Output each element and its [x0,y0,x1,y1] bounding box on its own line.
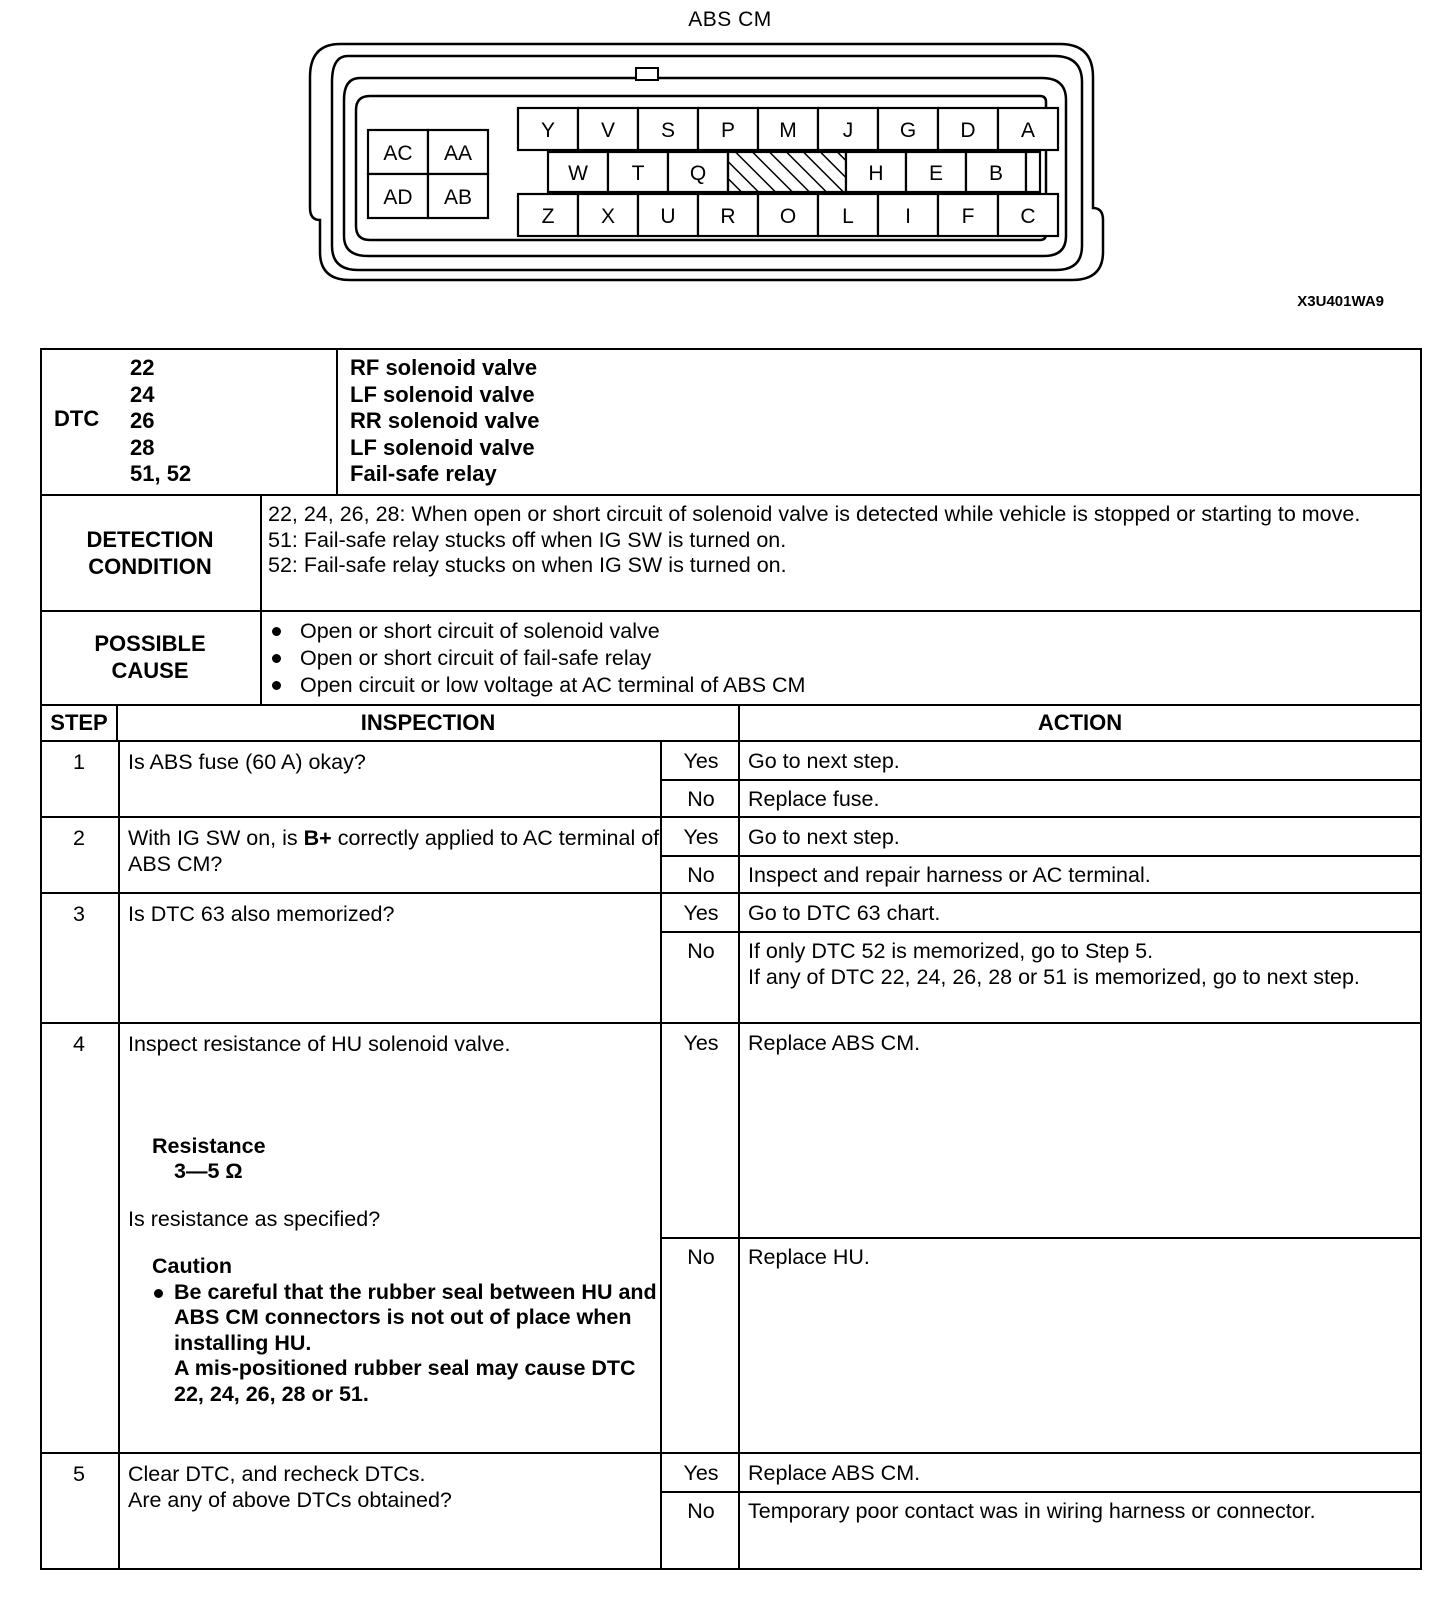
detection-condition-text [268,502,1410,579]
step-row-2 [42,818,1420,894]
terminal-label: R [720,205,736,228]
terminal-label: AB [443,186,473,209]
step-number: 4 [73,1032,85,1056]
step-header: STEP [42,706,116,742]
no-action: Replace fuse. [748,787,880,811]
terminal-label: D [960,119,976,142]
yes-label: Yes [683,1461,719,1485]
dtc-section [42,350,1420,496]
terminal-label: M [779,119,797,142]
terminal-label: AD [383,186,413,209]
spec-question: Is resistance as specified? [128,1206,381,1231]
terminal-label: Z [541,205,555,228]
terminal-label: O [779,205,797,228]
terminal-label: AA [443,142,473,165]
spec-label: Resistance [152,1133,266,1158]
terminal-label: A [1020,119,1036,142]
connector-title: ABS CM [688,8,772,31]
no-action: Temporary poor contact was in wiring harness or connector. [748,1499,1316,1523]
figure-code: X3U401WA9 [1297,293,1384,310]
cause-divider [260,612,262,704]
terminal-label: E [928,162,944,185]
terminal-label: H [868,162,884,185]
possible-cause-label: POSSIBLE CAUSE [94,631,206,683]
dtc-name: Fail-safe relay [350,461,497,486]
blank-hatched-cavity [728,152,846,192]
no-action: Inspect and repair harness or AC terminal. [748,863,1151,887]
terminal-label: G [899,119,917,142]
terminal-label: F [961,205,975,228]
cause-item: Open or short circuit of fail-safe relay [268,645,805,672]
yes-label: Yes [683,825,719,849]
detection-line: 22, 24, 26, 28: When open or short circuit of solenoid valve is detected while vehicle is stopped or starting to move. [268,502,1361,526]
terminal-label: AC [383,142,413,165]
terminal-label: B [988,162,1004,185]
spec-value: 3—5 Ω [174,1159,243,1183]
dtc-divider [336,350,338,494]
dtc-code: 51, 52 [130,461,192,486]
terminal-label: W [568,162,588,185]
no-action: If only DTC 52 is memorized, go to Step 5. If any of DTC 22, 24, 26, 28 or 51 is memorized, go to next step. [748,939,1360,989]
step-rows [42,742,1420,1568]
detection-condition-label: DETECTION CONDITION [86,527,214,579]
yes-action: Go to next step. [748,749,900,773]
dtc-name: RR solenoid valve [350,408,540,433]
yes-action: Go to DTC 63 chart. [748,901,941,925]
caution-label: Caution [152,1254,233,1278]
terminal-label: J [842,119,854,142]
dtc-name: LF solenoid valve [350,381,535,407]
detection-line: 52: Fail-safe relay stucks on when IG SW is turned on. [268,553,787,577]
no-label: No [687,787,715,811]
terminal-label: V [600,119,616,142]
step-inspection: Is ABS fuse (60 A) okay? [118,742,668,816]
step-number: 3 [73,902,85,926]
step-inspection: Clear DTC, and recheck DTCs. Are any of above DTCs obtained? [118,1454,668,1570]
dtc-code-list [130,355,191,488]
step-inspection: Is DTC 63 also memorized? [118,894,668,1022]
terminal-label: P [720,119,736,142]
action-header: ACTION [738,706,1420,742]
step-number: 1 [73,750,85,774]
yes-action: Replace ABS CM. [748,1031,921,1055]
dtc-code: 26 [130,408,155,433]
yes-action: Replace ABS CM. [748,1461,921,1485]
no-label: No [687,1245,715,1269]
terminal-label: U [660,205,676,228]
dtc-code: 22 [130,355,155,380]
terminal-label: S [660,119,676,142]
possible-cause-list [268,618,805,699]
yes-action: Go to next step. [748,825,900,849]
no-label: No [687,863,715,887]
step-row-3 [42,894,1420,1024]
cause-item: Open circuit or low voltage at AC terminal of ABS CM [268,672,805,699]
dtc-name-list [350,355,540,488]
possible-cause-section [42,612,1420,706]
connector-latch [636,68,658,80]
troubleshooting-chart [40,348,1422,1570]
no-action: Replace HU. [748,1245,870,1269]
yes-label: Yes [683,901,719,925]
no-label: No [687,939,715,963]
yes-label: Yes [683,749,719,773]
dtc-label: DTC [54,406,100,431]
step-row-1 [42,742,1420,818]
terminal-label: C [1020,205,1036,228]
caution-text: Be careful that the rubber seal between HU and ABS CM connectors is not out of place when installing HU. A mis-positioned rubber seal may cause DTC 22, 24, 26, 28 or 51. [152,1280,668,1408]
step-number: 5 [73,1462,85,1486]
terminal-label: L [842,205,854,228]
detection-condition-section [42,496,1420,612]
terminal-end-cell [1026,152,1040,192]
no-label: No [687,1499,715,1523]
terminal-label: Y [540,119,556,142]
dtc-name: LF solenoid valve [350,434,535,460]
step-inspection: Inspect resistance of HU solenoid valve. Resistance 3—5 Ω Is resistance as specified? Caution Be careful that the rubber seal between HU and ABS CM connectors is not out of place when installing HU. A mis-positioned rubber seal may cause DTC 22, 24, 26, 28 or 51. [118,1024,668,1452]
abs-cm-connector-diagram [300,40,1160,302]
detection-divider [260,496,262,610]
step-row-4 [42,1024,1420,1454]
step-row-5 [42,1454,1420,1570]
yes-label: Yes [683,1031,719,1055]
terminal-label: X [600,205,616,228]
terminal-label: I [905,205,911,228]
step-inspection: With IG SW on, is B+ correctly applied to AC terminal of ABS CM? [118,818,668,892]
dtc-code: 24 [130,381,155,407]
dtc-code: 28 [130,434,155,460]
terminal-label: Q [689,162,707,185]
step-number: 2 [73,826,85,850]
inspection-header: INSPECTION [116,706,738,742]
cause-item: Open or short circuit of solenoid valve [268,618,805,645]
detection-line: 51: Fail-safe relay stucks off when IG SW is turned on. [268,527,787,552]
dtc-name: RF solenoid valve [350,355,538,380]
terminal-label: T [631,162,645,185]
